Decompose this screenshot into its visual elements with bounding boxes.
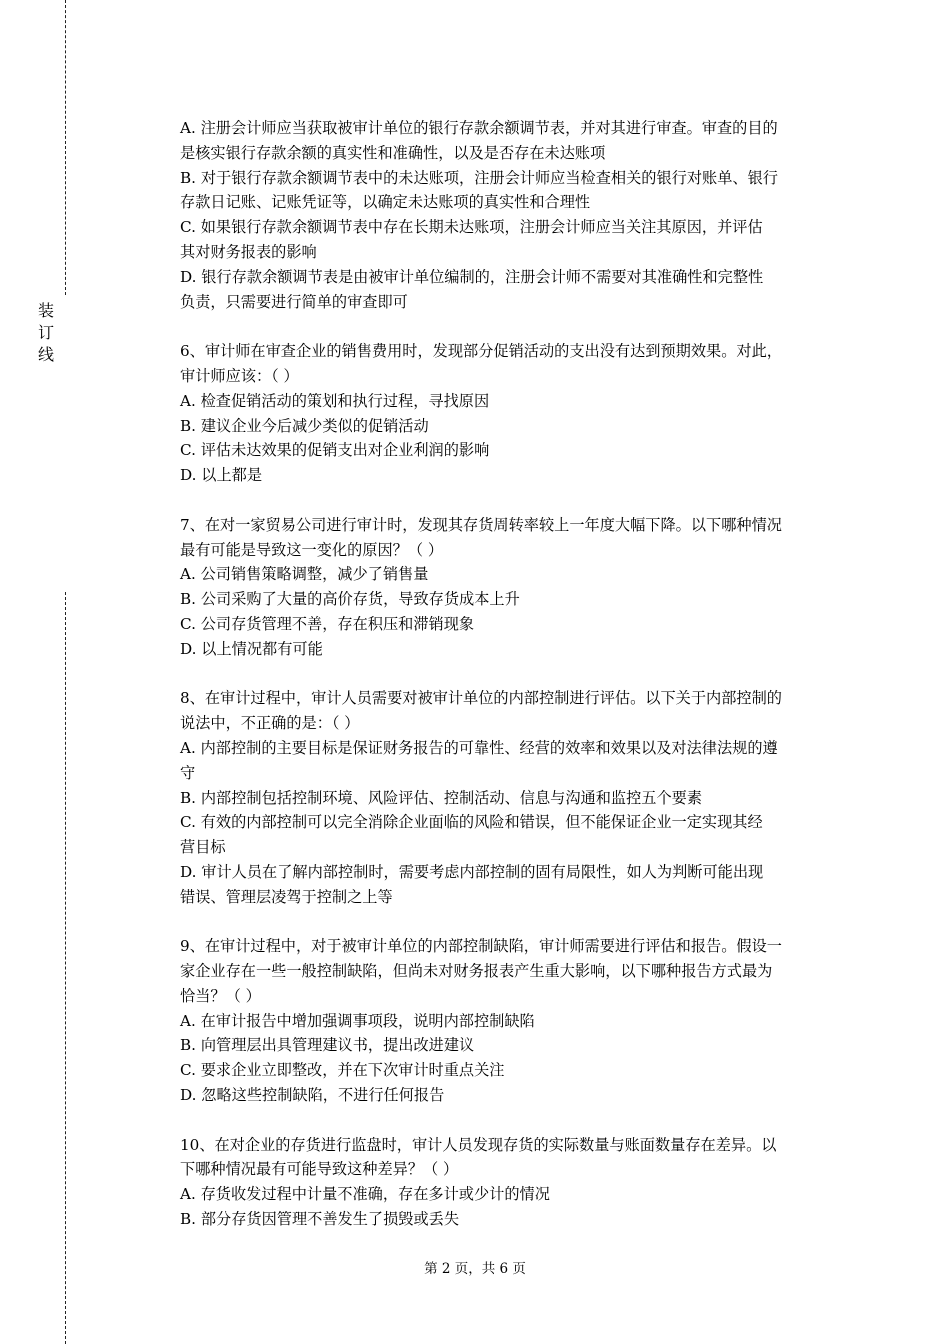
text-line: A. 注册会计师应当获取被审计单位的银行存款余额调节表，并对其进行审查。审查的目的	[180, 119, 778, 137]
question-stem: 8、在审计过程中，审计人员需要对被审计单位的内部控制进行评估。以下关于内部控制的	[180, 689, 782, 708]
question-content	[180, 116, 840, 1232]
page-number-footer: 第 2 页，共 6 页	[424, 1261, 526, 1277]
binding-char: 线	[37, 345, 54, 364]
option-line: B. 部分存货因管理不善发生了损毁或丢失	[180, 1210, 460, 1229]
option-line: D. 忽略这些控制缺陷，不进行任何报告	[180, 1086, 445, 1105]
question-stem: 审计师应该：（ ）	[180, 366, 299, 385]
option-line: B. 向管理层出具管理建议书，提出改进建议	[180, 1036, 475, 1055]
question-block	[180, 339, 840, 488]
question-stem: 7、在对一家贸易公司进行审计时，发现其存货周转率较上一年度大幅下降。以下哪种情况	[180, 515, 782, 534]
binding-dashed-line-bottom	[65, 592, 66, 1344]
option-line: C. 评估未达效果的促销支出对企业利润的影响	[180, 441, 490, 460]
text-line: D. 银行存款余额调节表是由被审计单位编制的，注册会计师不需要对其准确性和完整性	[180, 267, 764, 286]
option-line: B. 内部控制包括控制环境、风险评估、控制活动、信息与沟通和监控五个要素	[180, 788, 703, 807]
question-block	[180, 116, 840, 314]
option-line: D. 审计人员在了解内部控制时，需要考虑内部控制的固有局限性，如人为判断可能出现	[180, 862, 764, 881]
option-line: A. 存货收发过程中计量不准确，存在多计或少计的情况	[180, 1185, 550, 1204]
option-line: A. 在审计报告中增加强调事项段，说明内部控制缺陷	[180, 1011, 535, 1030]
option-line: C. 有效的内部控制可以完全消除企业面临的风险和错误，但不能保证企业一定实现其经	[180, 813, 763, 832]
question-block	[180, 686, 840, 909]
question-stem: 10、在对企业的存货进行监盘时，审计人员发现存货的实际数量与账面数量存在差异。以	[180, 1135, 777, 1154]
binding-label	[36, 300, 56, 366]
option-line: B. 建议企业今后减少类似的促销活动	[180, 416, 429, 435]
question-stem: 家企业存在一些一般控制缺陷，但尚未对财务报表产生重大影响，以下哪种报告方式最为	[180, 962, 773, 981]
option-line: A. 公司销售策略调整，减少了销售量	[180, 565, 429, 584]
text-line: 其对财务报表的影响	[180, 242, 317, 261]
question-block	[180, 513, 840, 662]
question-stem: 说法中，不正确的是：（ ）	[180, 714, 360, 733]
text-line: B. 对于银行存款余额调节表中的未达账项，注册会计师应当检查相关的银行对账单、银行	[180, 168, 778, 187]
binding-dashed-line-top	[65, 0, 66, 295]
question-block	[180, 1133, 840, 1232]
text-line: 是核实银行存款余额的真实性和准确性，以及是否存在未达账项	[180, 143, 606, 162]
binding-char: 装	[37, 301, 54, 320]
question-block	[180, 934, 840, 1108]
option-line: D. 以上都是	[180, 466, 263, 485]
binding-char: 订	[37, 323, 54, 342]
question-stem: 恰当？（ ）	[180, 986, 261, 1005]
question-stem: 9、在审计过程中，对于被审计单位的内部控制缺陷，审计师需要进行评估和报告。假设一	[180, 937, 782, 956]
option-line: 错误、管理层凌驾于控制之上等	[180, 887, 393, 906]
question-stem: 下哪种情况最有可能导致这种差异？（ ）	[180, 1160, 459, 1179]
text-line: C. 如果银行存款余额调节表中存在长期未达账项，注册会计师应当关注其原因，并评估	[180, 218, 763, 237]
question-stem: 6、审计师在审查企业的销售费用时，发现部分促销活动的支出没有达到预期效果。对此，	[180, 342, 782, 361]
option-line: C. 公司存货管理不善，存在积压和滞销现象	[180, 614, 475, 633]
text-line: 存款日记账、记账凭证等，以确定未达账项的真实性和合理性	[180, 193, 591, 212]
option-line: B. 公司采购了大量的高价存货，导致存货成本上升	[180, 590, 520, 609]
option-line: D. 以上情况都有可能	[180, 639, 323, 658]
option-line: 守	[180, 763, 196, 782]
text-line: 负责，只需要进行简单的审查即可	[180, 292, 408, 311]
option-line: A. 检查促销活动的策划和执行过程，寻找原因	[180, 391, 490, 410]
option-line: C. 要求企业立即整改，并在下次审计时重点关注	[180, 1061, 505, 1080]
option-line: 营目标	[180, 838, 226, 857]
question-stem: 最有可能是导致这一变化的原因？（ ）	[180, 540, 444, 559]
option-line: A. 内部控制的主要目标是保证财务报告的可靠性、经营的效率和效果以及对法律法规的遵	[180, 738, 778, 757]
